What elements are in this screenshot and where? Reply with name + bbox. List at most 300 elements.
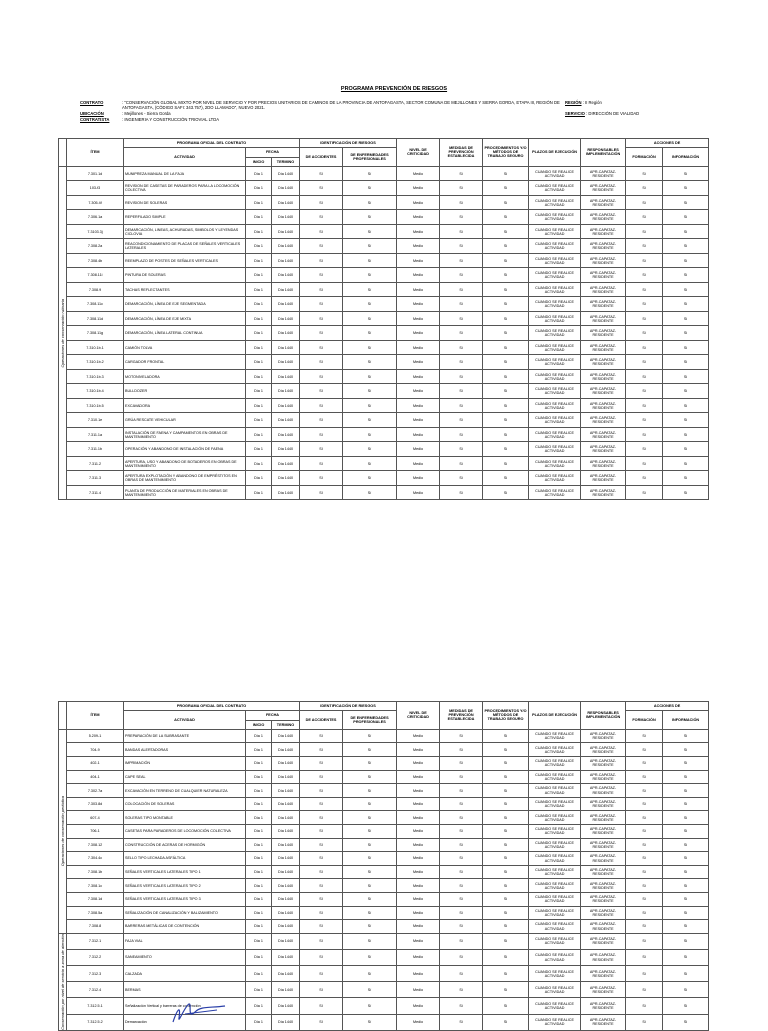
criticality-level: Medio [397, 838, 440, 852]
disease-risk: Sí [343, 757, 397, 771]
activity-name: SELLO TIPO LECHADA ASFÁLTICA [124, 852, 246, 866]
table-row [59, 1014, 709, 1030]
accident-risk: SI [300, 224, 343, 239]
criticality-level: Medio [397, 456, 440, 471]
training: Si [626, 166, 663, 181]
start-date: Día 1 [246, 757, 272, 771]
prevention-measures: Si [440, 398, 483, 413]
training: Si [626, 471, 663, 486]
prevention-measures: Si [440, 770, 483, 784]
accident-risk: SI [300, 471, 343, 486]
information: Si [663, 210, 709, 225]
execution-term: CUANDO SE REALICE ACTIVIDAD [529, 949, 581, 965]
item-code: 7.308.9 [67, 282, 124, 297]
responsible: APR-CAPATAZ-RESIDENTE [581, 743, 626, 757]
table-row [59, 471, 709, 486]
information: Si [663, 893, 709, 907]
information: Si [663, 865, 709, 879]
table-row [59, 210, 709, 225]
execution-term: CUANDO SE REALICE ACTIVIDAD [529, 865, 581, 879]
disease-risk: Sí [343, 811, 397, 825]
responsible: APR-CAPATAZ-RESIDENTE [581, 811, 626, 825]
group-label-cell [59, 729, 67, 933]
region-field [565, 100, 602, 105]
accident-risk: SI [300, 485, 343, 500]
group-label: Operaciones de conservación rutinaria [60, 298, 65, 368]
execution-term: CUANDO SE REALICE ACTIVIDAD [529, 729, 581, 743]
responsible: APR-CAPATAZ-RESIDENTE [581, 485, 626, 500]
start-date: Día 1 [246, 253, 272, 268]
disease-risk: Sí [343, 384, 397, 399]
accident-risk: SI [300, 966, 343, 982]
criticality-level: Medio [397, 797, 440, 811]
prevention-measures: Si [440, 282, 483, 297]
activity-name: REVISION DE CASETAS DE PARADEROS PARA LA LOCOMOCIÓN COLECTIVA [124, 181, 246, 196]
table-row [59, 326, 709, 341]
item-code: 7.301.1d [67, 166, 124, 181]
disease-risk: Sí [343, 471, 397, 486]
safe-procedures: Si [483, 456, 529, 471]
end-date: Día 1440 [272, 355, 300, 370]
disease-risk: Sí [343, 966, 397, 982]
activity-name: REEMPLAZO DE POSTES DE SEÑALES VERTICALES [124, 253, 246, 268]
start-date: Día 1 [246, 471, 272, 486]
criticality-level: Medio [397, 384, 440, 399]
criticality-level: Medio [397, 442, 440, 457]
prevention-measures: Si [440, 384, 483, 399]
item-code: 704-9 [67, 743, 124, 757]
accident-risk: SI [300, 340, 343, 355]
criticality-level: Medio [397, 784, 440, 798]
prevention-measures: Si [440, 311, 483, 326]
responsible: APR-CAPATAZ-RESIDENTE [581, 384, 626, 399]
responsible: APR-CAPATAZ-RESIDENTE [581, 311, 626, 326]
execution-term: CUANDO SE REALICE ACTIVIDAD [529, 879, 581, 893]
criticality-level: Medio [397, 966, 440, 982]
execution-term: CUANDO SE REALICE ACTIVIDAD [529, 311, 581, 326]
prevention-measures: Si [440, 166, 483, 181]
item-code: 404-1 [67, 770, 124, 784]
safe-procedures: Si [483, 253, 529, 268]
responsible: APR-CAPATAZ-RESIDENTE [581, 920, 626, 934]
training: Si [626, 998, 663, 1014]
training: Si [626, 398, 663, 413]
criticality-level: Medio [397, 224, 440, 239]
criticality-level: Medio [397, 427, 440, 442]
end-date: Día 1440 [272, 852, 300, 866]
end-date: Día 1440 [272, 384, 300, 399]
criticality-level: Medio [397, 729, 440, 743]
item-code: 7.308.11i [67, 268, 124, 283]
start-date: Día 1 [246, 729, 272, 743]
prevention-measures: Si [440, 852, 483, 866]
execution-term: CUANDO SE REALICE ACTIVIDAD [529, 413, 581, 428]
header-actividad: ACTIVIDAD [124, 711, 246, 730]
information: Si [663, 1014, 709, 1030]
safe-procedures: Si [483, 311, 529, 326]
responsible: APR-CAPATAZ-RESIDENTE [581, 865, 626, 879]
header-programa: PROGRAMA OFICIAL DEL CONTRATO [124, 139, 300, 148]
prevention-measures: Si [440, 471, 483, 486]
responsible: APR-CAPATAZ-RESIDENTE [581, 982, 626, 998]
responsible: APR-CAPATAZ-RESIDENTE [581, 770, 626, 784]
header-formacion: FORMACIÓN [626, 148, 663, 167]
training: Si [626, 906, 663, 920]
end-date: Día 1440 [272, 784, 300, 798]
disease-risk: Sí [343, 195, 397, 210]
information: Si [663, 811, 709, 825]
disease-risk: Sí [343, 982, 397, 998]
criticality-level: Medio [397, 933, 440, 949]
training: Si [626, 326, 663, 341]
item-code: 706-1 [67, 825, 124, 839]
responsible: APR-CAPATAZ-RESIDENTE [581, 906, 626, 920]
activity-name: DEMARCACIÓN, LÍNEA DE EJE MIXTA [124, 311, 246, 326]
end-date: Día 1440 [272, 282, 300, 297]
accident-risk: SI [300, 743, 343, 757]
disease-risk: Sí [343, 743, 397, 757]
information: Si [663, 427, 709, 442]
table-row [59, 340, 709, 355]
end-date: Día 1440 [272, 998, 300, 1014]
contratista-value: : INGENIERIA Y CONSTRUCCIÓN TRIOVIAL LTDA [122, 116, 220, 122]
information: Si [663, 398, 709, 413]
disease-risk: Sí [343, 427, 397, 442]
accident-risk: SI [300, 879, 343, 893]
table-row [59, 268, 709, 283]
header-acciones: ACCIONES DE [626, 139, 709, 148]
end-date: Día 1440 [272, 825, 300, 839]
execution-term: CUANDO SE REALICE ACTIVIDAD [529, 297, 581, 312]
training: Si [626, 224, 663, 239]
information: Si [663, 456, 709, 471]
execution-term: CUANDO SE REALICE ACTIVIDAD [529, 982, 581, 998]
activity-name: CALZADA [124, 966, 246, 982]
prevention-measures: Si [440, 797, 483, 811]
end-date: Día 1440 [272, 920, 300, 934]
responsible: APR-CAPATAZ-RESIDENTE [581, 838, 626, 852]
header-termino: TERMINO [272, 720, 300, 729]
item-code: 607-4 [67, 811, 124, 825]
prevention-measures: Si [440, 879, 483, 893]
accident-risk: SI [300, 906, 343, 920]
table-row [59, 770, 709, 784]
activity-name: REACONDICIONAMIENTO DE PLACAS DE SEÑALES VERTICALES LATERALES [124, 239, 246, 254]
information: Si [663, 340, 709, 355]
table-row [59, 825, 709, 839]
disease-risk: Sí [343, 920, 397, 934]
safe-procedures: Si [483, 825, 529, 839]
end-date: Día 1440 [272, 297, 300, 312]
item-code: 7.310.1b.5 [67, 398, 124, 413]
information: Si [663, 879, 709, 893]
disease-risk: Sí [343, 949, 397, 965]
criticality-level: Medio [397, 398, 440, 413]
end-date: Día 1440 [272, 442, 300, 457]
table-row [59, 865, 709, 879]
header-plazos: PLAZOS DE EJECUCIÓN [529, 139, 581, 167]
prevention-measures: Si [440, 865, 483, 879]
accident-risk: SI [300, 784, 343, 798]
responsible: APR-CAPATAZ-RESIDENTE [581, 456, 626, 471]
table-row [59, 369, 709, 384]
prevention-measures: Si [440, 784, 483, 798]
prevention-measures: Si [440, 966, 483, 982]
group-label: Operaciones de conservación periódica [60, 796, 65, 867]
accident-risk: SI [300, 729, 343, 743]
safe-procedures: Si [483, 224, 529, 239]
responsible: APR-CAPATAZ-RESIDENTE [581, 797, 626, 811]
execution-term: CUANDO SE REALICE ACTIVIDAD [529, 282, 581, 297]
responsible: APR-CAPATAZ-RESIDENTE [581, 784, 626, 798]
disease-risk: Sí [343, 729, 397, 743]
execution-term: CUANDO SE REALICE ACTIVIDAD [529, 326, 581, 341]
prevention-measures: Si [440, 427, 483, 442]
training: Si [626, 811, 663, 825]
responsible: APR-CAPATAZ-RESIDENTE [581, 757, 626, 771]
safe-procedures: Si [483, 471, 529, 486]
training: Si [626, 729, 663, 743]
execution-term: CUANDO SE REALICE ACTIVIDAD [529, 210, 581, 225]
prevention-measures: Si [440, 456, 483, 471]
activity-name: DEMARCACIÓN, LINEAS, ACHURADAS, SIMBOLOS Y LEYENDAS CICLOVIA [124, 224, 246, 239]
disease-risk: Sí [343, 268, 397, 283]
header-informacion: INFORMACIÓN [663, 711, 709, 730]
information: Si [663, 966, 709, 982]
accident-risk: SI [300, 369, 343, 384]
training: Si [626, 355, 663, 370]
information: Si [663, 982, 709, 998]
start-date: Día 1 [246, 920, 272, 934]
training: Si [626, 743, 663, 757]
activity-name: CASETAS PARA PARADEROS DE LOCOMOCIÓN COLECTIVA [124, 825, 246, 839]
safe-procedures: Si [483, 442, 529, 457]
responsible: APR-CAPATAZ-RESIDENTE [581, 949, 626, 965]
header-nivel: NIVEL DE CRITICIDAD [397, 702, 440, 730]
prevention-measures: Si [440, 210, 483, 225]
safe-procedures: Si [483, 838, 529, 852]
end-date: Día 1440 [272, 838, 300, 852]
safe-procedures: Si [483, 906, 529, 920]
accident-risk: SI [300, 893, 343, 907]
activity-name: MOTONIVELADORA [124, 369, 246, 384]
activity-name: COLOCACIÓN DE SOLERAS [124, 797, 246, 811]
criticality-level: Medio [397, 340, 440, 355]
information: Si [663, 442, 709, 457]
training: Si [626, 311, 663, 326]
end-date: Día 1440 [272, 797, 300, 811]
information: Si [663, 282, 709, 297]
start-date: Día 1 [246, 933, 272, 949]
header-medidas: MEDIDAS DE PREVENCIÓN ESTABLECIDA [440, 139, 483, 167]
responsible: APR-CAPATAZ-RESIDENTE [581, 326, 626, 341]
group-label-cell [59, 933, 67, 1030]
header-procedimientos: PROCEDIMIENTOS Y/O MÉTODOS DE TRABAJO SEGURO [483, 139, 529, 167]
disease-risk: Sí [343, 442, 397, 457]
end-date: Día 1440 [272, 729, 300, 743]
training: Si [626, 195, 663, 210]
header-item: ÍTEM [67, 139, 124, 167]
safe-procedures: Si [483, 933, 529, 949]
start-date: Día 1 [246, 966, 272, 982]
end-date: Día 1440 [272, 369, 300, 384]
accident-risk: SI [300, 427, 343, 442]
execution-term: CUANDO SE REALICE ACTIVIDAD [529, 355, 581, 370]
responsible: APR-CAPATAZ-RESIDENTE [581, 825, 626, 839]
prevention-measures: Si [440, 729, 483, 743]
table-row [59, 729, 709, 743]
accident-risk: SI [300, 210, 343, 225]
execution-term: CUANDO SE REALICE ACTIVIDAD [529, 906, 581, 920]
table-row [59, 743, 709, 757]
item-code: 7.308.11g [67, 326, 124, 341]
start-date: Día 1 [246, 852, 272, 866]
item-code: 7.310.1e [67, 413, 124, 428]
table-body [59, 166, 709, 500]
start-date: Día 1 [246, 355, 272, 370]
group-label-cell [59, 166, 67, 500]
training: Si [626, 879, 663, 893]
region-value: : II Región [582, 100, 602, 105]
information: Si [663, 485, 709, 500]
accident-risk: SI [300, 413, 343, 428]
start-date: Día 1 [246, 879, 272, 893]
header-accidentes: DE ACCIDENTES [300, 711, 343, 730]
training: Si [626, 784, 663, 798]
information: Si [663, 413, 709, 428]
disease-risk: Sí [343, 770, 397, 784]
information: Si [663, 949, 709, 965]
end-date: Día 1440 [272, 398, 300, 413]
item-code: 7.311.1a [67, 427, 124, 442]
accident-risk: SI [300, 982, 343, 998]
item-code: 7.308.8 [67, 920, 124, 934]
end-date: Día 1440 [272, 485, 300, 500]
execution-term: CUANDO SE REALICE ACTIVIDAD [529, 770, 581, 784]
header-fecha: FECHA [246, 148, 300, 157]
safe-procedures: Si [483, 369, 529, 384]
activity-name: SEÑALES VERTICALES LATERALES TIPO 2 [124, 879, 246, 893]
responsible: APR-CAPATAZ-RESIDENTE [581, 398, 626, 413]
training: Si [626, 369, 663, 384]
risk-program-table-1 [58, 138, 709, 500]
table-row [59, 384, 709, 399]
safe-procedures: Si [483, 485, 529, 500]
start-date: Día 1 [246, 485, 272, 500]
disease-risk: Sí [343, 485, 397, 500]
safe-procedures: Si [483, 998, 529, 1014]
accident-risk: SI [300, 268, 343, 283]
header-actividad: ACTIVIDAD [124, 148, 246, 167]
start-date: Día 1 [246, 282, 272, 297]
prevention-measures: Si [440, 838, 483, 852]
end-date: Día 1440 [272, 413, 300, 428]
header-acciones: ACCIONES DE [626, 702, 709, 711]
execution-term: CUANDO SE REALICE ACTIVIDAD [529, 933, 581, 949]
disease-risk: Sí [343, 879, 397, 893]
table-row [59, 893, 709, 907]
contract-info [80, 100, 708, 123]
accident-risk: SI [300, 326, 343, 341]
information: Si [663, 920, 709, 934]
end-date: Día 1440 [272, 1014, 300, 1030]
item-code: 7.312.2 [67, 949, 124, 965]
header-accidentes: DE ACCIDENTES [300, 148, 343, 167]
disease-risk: Sí [343, 784, 397, 798]
execution-term: CUANDO SE REALICE ACTIVIDAD [529, 253, 581, 268]
safe-procedures: Si [483, 949, 529, 965]
execution-term: CUANDO SE REALICE ACTIVIDAD [529, 340, 581, 355]
disease-risk: Sí [343, 166, 397, 181]
responsible: APR-CAPATAZ-RESIDENTE [581, 181, 626, 196]
table-row [59, 224, 709, 239]
activity-name: IMPRIMACIÓN [124, 757, 246, 771]
information: Si [663, 471, 709, 486]
responsible: APR-CAPATAZ-RESIDENTE [581, 210, 626, 225]
end-date: Día 1440 [272, 906, 300, 920]
accident-risk: SI [300, 933, 343, 949]
activity-name: FAJA VIAL [124, 933, 246, 949]
criticality-level: Medio [397, 210, 440, 225]
activity-name: CONSTRUCCIÓN DE ACERAS DE HORMIGÓN [124, 838, 246, 852]
training: Si [626, 838, 663, 852]
information: Si [663, 933, 709, 949]
item-code: 7.312.4 [67, 982, 124, 998]
prevention-measures: Si [440, 893, 483, 907]
item-code: 7.302.7a [67, 784, 124, 798]
table-row [59, 811, 709, 825]
table-row [59, 311, 709, 326]
table-row [59, 427, 709, 442]
safe-procedures: Si [483, 757, 529, 771]
disease-risk: Sí [343, 865, 397, 879]
end-date: Día 1440 [272, 181, 300, 196]
disease-risk: Sí [343, 906, 397, 920]
item-code: 7.303.8d [67, 797, 124, 811]
prevention-measures: Si [440, 920, 483, 934]
item-code: 7.311.4 [67, 485, 124, 500]
information: Si [663, 770, 709, 784]
disease-risk: Sí [343, 413, 397, 428]
end-date: Día 1440 [272, 879, 300, 893]
end-date: Día 1440 [272, 210, 300, 225]
criticality-level: Medio [397, 949, 440, 965]
execution-term: CUANDO SE REALICE ACTIVIDAD [529, 811, 581, 825]
item-code: 7.310.1b.3 [67, 369, 124, 384]
information: Si [663, 729, 709, 743]
activity-name: CAMIÓN TOLVA [124, 340, 246, 355]
disease-risk: Sí [343, 239, 397, 254]
safe-procedures: Si [483, 743, 529, 757]
item-code: 5.209-1 [67, 729, 124, 743]
training: Si [626, 239, 663, 254]
disease-risk: Sí [343, 224, 397, 239]
activity-name: REPERFILADO SIMPLE [124, 210, 246, 225]
accident-risk: SI [300, 1014, 343, 1030]
activity-name: BERMAS [124, 982, 246, 998]
document-title: PROGRAMA PREVENCIÓN DE RIESGOS [340, 86, 448, 92]
training: Si [626, 456, 663, 471]
item-code: 7.311.3 [67, 471, 124, 486]
table-row [59, 949, 709, 965]
prevention-measures: Si [440, 340, 483, 355]
activity-name: SEÑALES VERTICALES LATERALES TIPO 1 [124, 865, 246, 879]
execution-term: CUANDO SE REALICE ACTIVIDAD [529, 456, 581, 471]
accident-risk: SI [300, 355, 343, 370]
training: Si [626, 933, 663, 949]
safe-procedures: Si [483, 784, 529, 798]
item-code: 7.308.1b [67, 865, 124, 879]
